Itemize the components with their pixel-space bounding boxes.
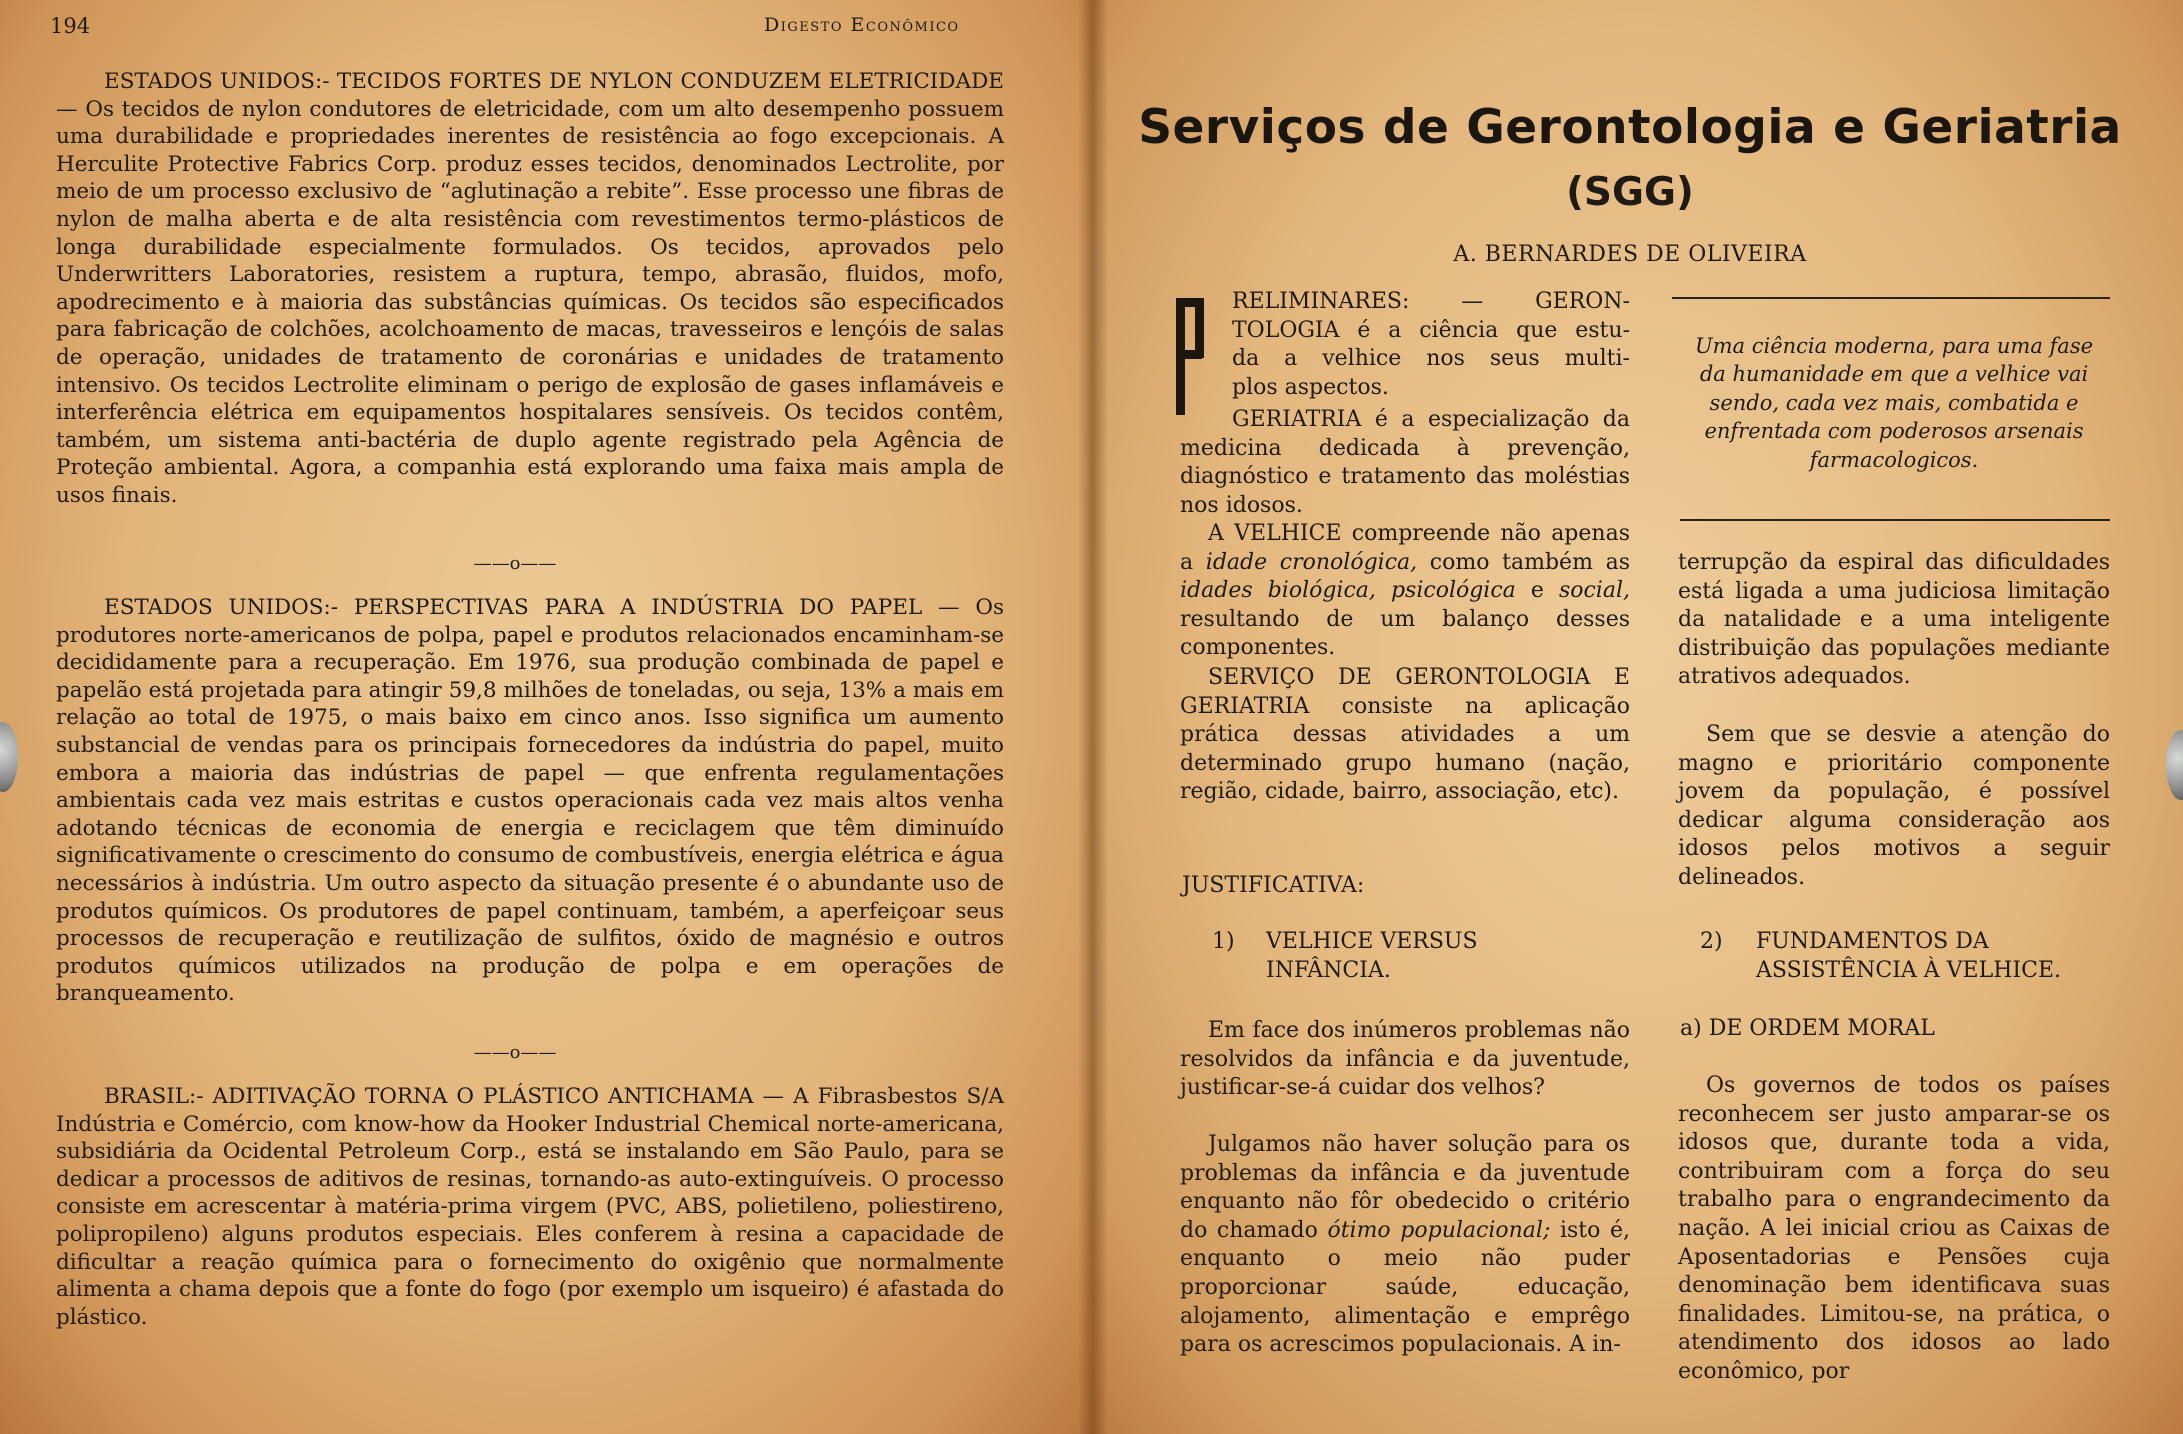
section1-number: 1) (1212, 929, 1235, 954)
drop-cap-p (1176, 298, 1204, 415)
article-separator: ——o—— (473, 1042, 557, 1063)
article-nylon: ESTADOS UNIDOS:- TECIDOS FORTES DE NYLON CONDUZEM ELETRICIDADE — Os tecidos de nylon condutores de eletricidade, com um alto desempenho possuem uma durabilidade e propriedades inerentes de resistência ao fogo excepcionais. A Herculite Protective Fabrics Corp. produz esses tecidos, denominados Lectrolite, por meio de um processo exclusivo de “aglutinação a rebite”. Esse processo une fibras de nylon de malha aberta e de alta resistência com revestimentos termo-plásticos de longa durabilidade especialmente formulados. Os tecidos, aprovados pelo Underwritters Laboratories, resistem a ruptura, tempo, abrasão, fluidos, mofo, apodrecimento e à maioria das substâncias químicas. Os tecidos são especificados para fabricação de colchões, acolchoamento de macas, travesseiros e lençóis de salas de operação, unidades de tratamento de coronárias e unidades de tratamento intensivo. Os tecidos Lectrolite eliminam o perigo de explosão de gases inflamáveis e interferência elétrica em equipamentos hospitalares sensíveis. Os tecidos contêm, também, um sistema anti-bactéria de duplo agente registrado pela Agência de Proteção ambiental. Agora, a companhia está explorando uma faixa mais ampla de usos finais. (56, 69, 1004, 508)
para-interrupcao: terrupção da espiral das dificuldades está ligada a uma judiciosa limitação da natalidade e a uma inteligente distribuição das populações mediante atrativos adequados. (1678, 550, 2110, 690)
section2-number: 2) (1700, 929, 1723, 954)
section1-heading: VELHICE VERSUS INFÂNCIA. (1266, 929, 1478, 983)
para-velhice: A VELHICE compreende não apenas a idade cronológica, como também as idades biológica, psicológica e social, resultando de um balanço desses componentes. (1180, 521, 1631, 661)
quote-rule-bottom (1680, 519, 2110, 521)
page-number: 194 (50, 14, 91, 38)
running-head: Digesto Econômico (764, 14, 960, 36)
article-subtitle: (SGG) (1566, 170, 1694, 215)
para-governos: Os governos de todos os países reconhecem ser justo amparar-se os idosos que, durante toda a vida, contribuiram com a força do seu trabalho para o engrandecimento da nação. A lei inicial criou as Caixas de Aposentadorias e Pensões cuja denominação bem identificava suas finalidades. Limitou-se, na prática, o atendimento dos idosos ao lado econômico, por (1678, 1073, 2110, 1384)
para-servico: SERVIÇO DE GERONTOLOGIA E GERIATRIA consiste na aplicação prática dessas atividades a um determinado grupo humano (nação, região, cidade, bairro, associação, etc). (1180, 665, 1630, 805)
article-paper-industry: ESTADOS UNIDOS:- PERSPECTIVAS PARA A INDÚSTRIA DO PAPEL — Os produtores norte-americanos de polpa, papel e produtos relacionados encaminham-se decididamente para a recuperação. Em 1976, sua produção combinada de papel e papelão está projetada para atingir 59,8 milhões de toneladas, ou seja, 13% a mais em relação ao total de 1975, o mais baixo em cinco anos. Isso significa um aumento substancial de vendas para os principais fornecedores da indústria do papel, muito embora a maioria das indústrias de papel — que enfrenta regulamentações ambientais cada vez mais estritas e custos operacionais cada vez mais altos venha adotando técnicas de economia de energia e reciclagem que têm diminuído significativamente o crescimento do consumo de combustíveis, energia elétrica e água necessários à indústria. Um outro aspecto da situação presente é o abundante uso de produtos químicos. Os produtores de papel continuam, também, a aperfeiçoar seus processos de recuperação e reutilização de sulfitos, óxido de magnésio e outros produtos químicos utilizados na produção de polpa e em operações de branqueamento. (56, 595, 1004, 1007)
para-em-face: Em face dos inúmeros problemas não resolvidos da infância e da juventude, justificar-se-á cuidar dos velhos? (1180, 1018, 1630, 1101)
pull-quote: Uma ciência moderna, para uma fase da humanidade em que a velhice vai sendo, cada vez mais, combatida e enfrentada com poderosos arsenais farmacologicos. (1694, 334, 2094, 472)
book-gutter (1078, 0, 1108, 1434)
para-sem-que: Sem que se desvie a atenção do magno e prioritário componente jovem da população, é possível dedicar alguma consideração aos idosos pelos motivos a seguir delineados. (1678, 722, 2110, 890)
quote-rule-top (1672, 297, 2110, 299)
heading-justificativa: JUSTIFICATIVA: (1182, 873, 1365, 898)
article-separator: ——o—— (473, 553, 557, 574)
section2-heading: FUNDAMENTOS DA ASSISTÊNCIA À VELHICE. (1756, 929, 2061, 983)
section2a-heading: a) DE ORDEM MORAL (1680, 1016, 1935, 1041)
para-julgamos: Julgamos não haver solução para os problemas da infância e da juventude enquanto não fôr obedecido o critério do chamado ótimo populacional; isto é, enquanto o meio não puder proporcionar saúde, educação, alojamento, alimentação e emprêgo para os acrescimos populacionais. A in- (1180, 1132, 1630, 1358)
article-author: A. BERNARDES DE OLIVEIRA (1453, 242, 1807, 267)
article-plastic: BRASIL:- ADITIVAÇÃO TORNA O PLÁSTICO ANTICHAMA — A Fibrasbestos S/A Indústria e Comércio, com know-how da Hooker Industrial Chemical norte-americana, subsidiária da Ocidental Petroleum Corp., está se instalando em São Paulo, para se dedicar a processos de aditivos de resinas, tornando-as auto-extinguíveis. O processo consiste em acrescentar à matéria-prima virgem (PVC, ABS, polietileno, poliestireno, polipropileno) alguns produtos especiais. Eles conferem à resina a capacidade de dificultar a reação química para o fornecimento do oxigênio que normalmente alimenta a chama depois que a fonte do fogo (por exemplo um isqueiro) é afastada do plástico. (56, 1084, 1004, 1330)
intro-lines: RELIMINARES: — GERON- TOLOGIA é a ciência que estu- da a velhice nos seus multi- plos aspectos. (1232, 289, 1630, 400)
article-title: Serviços de Gerontologia e Geriatria (1138, 100, 2122, 155)
para-geriatria: GERIATRIA é a especialização da medicina dedicada à prevenção, diagnóstico e tratamento das moléstias nos idosos. (1180, 407, 1630, 518)
